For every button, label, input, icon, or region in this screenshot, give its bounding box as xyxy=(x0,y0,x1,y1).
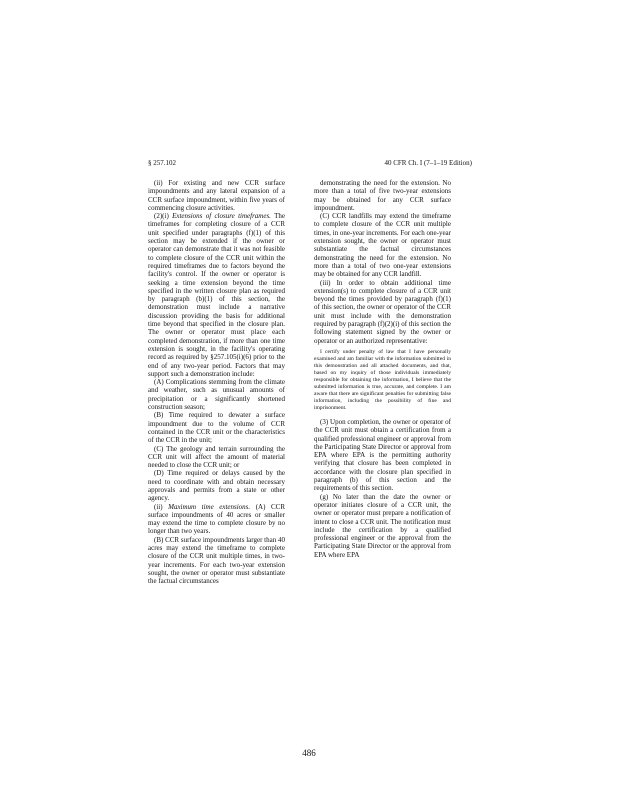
paragraph: (A) Complications stemming from the climate and weather, such as unusual amounts of precipitation or a significantly shortened construction season; xyxy=(148,378,285,412)
paragraph: (D) Time required or delays caused by the need to coordinate with and obtain necessary approvals and permits from a state or other agency. xyxy=(148,469,285,503)
running-head-section: § 257.102 xyxy=(148,159,176,167)
left-column xyxy=(148,179,285,586)
paragraph: (2)(i) Extensions of closure timeframes. The timeframes for completing closure of a CCR unit specified under paragraphs (f)(1) of this section may be extended if the owner or operator can demonstrate that it was not feasible to complete closure of the CCR unit within the required timeframes due to factors beyond the facility's control. If the owner or operator is seeking a time extension beyond the time specified in the written closure plan as required by paragraph (b)(1) of this section, the demonstration must include a narrative discussion providing the basis for additional time beyond that specified in the closure plan. The owner or operator must place each completed demonstration, if more than one time extension is sought, in the facility's operating record as required by §257.105(i)(6) prior to the end of any two-year period. Factors that may support such a demonstration include: xyxy=(148,212,285,378)
running-head-title: 40 CFR Ch. I (7–1–19 Edition) xyxy=(384,159,472,167)
paragraph: (g) No later than the date the owner or operator initiates closure of a CCR unit, the owner or operator must prepare a notification of intent to close a CCR unit. The notification must include the certification by a qualified professional engineer or the approval from the Participating State Director or the approval from EPA where EPA xyxy=(314,492,451,559)
certification-statement: I certify under penalty of law that I have personally examined and am familiar with the information submitted in this demonstration and all attached documents, and that, based on my inquiry of those individuals immediately responsible for obtaining the information, I believe that the submitted information is true, accurate, and complete. I am aware that there are significant penalties for submitting false information, including the possibility of fine and imprisonment. xyxy=(314,348,451,411)
paragraph-heading: Maximum time extensions. xyxy=(168,502,251,511)
page-number: 486 xyxy=(302,748,316,758)
paragraph-heading: Extensions of closure timeframes. xyxy=(172,212,271,221)
paragraph: demonstrating the need for the extension. No more than a total of five two-year extensions may be obtained for any CCR surface impoundment. xyxy=(314,179,451,212)
paragraph: (B) Time required to dewater a surface impoundment due to the volume of CCR contained in the CCR unit or the characteristics of the CCR in the unit; xyxy=(148,411,285,445)
paragraph: (C) CCR landfills may extend the timeframe to complete closure of the CCR unit multiple times, in one-year increments. For each one-year extension sought, the owner or operator must substantiate the factual circumstances demonstrating the need for the extension. No more than a total of two one-year extensions may be obtained for any CCR landfill. xyxy=(314,212,451,279)
paragraph: (ii) For existing and new CCR surface impoundments and any lateral expansion of a CCR surface impoundment, within five years of commencing closure activities. xyxy=(148,179,285,212)
paragraph: (C) The geology and terrain surrounding the CCR unit will affect the amount of material needed to close the CCR unit; or xyxy=(148,444,285,470)
paragraph: (B) CCR surface impoundments larger than 40 acres may extend the timeframe to complete closure of the CCR unit multiple times, in two-year increments. For each two-year extension sought, the owner or operator must substantiate the factual circumstances xyxy=(148,535,285,586)
paragraph: (ii) Maximum time extensions. (A) CCR surface impoundments of 40 acres or smaller may extend the time to complete closure by no longer than two years. xyxy=(148,502,285,536)
right-column xyxy=(314,179,451,559)
paragraph: (3) Upon completion, the owner or operator of the CCR unit must obtain a certification from a qualified professional engineer or approval from the Participating State Director or approval from EPA where EPA is the permitting authority verifying that closure has been completed in accordance with the closure plan specified in paragraph (b) of this section and the requirements of this section. xyxy=(314,417,451,493)
paragraph: (iii) In order to obtain additional time extension(s) to complete closure of a CCR unit beyond the times provided by paragraph (f)(1) of this section, the owner or operator of the CCR unit must include with the demonstration required by paragraph (f)(2)(i) of this section the following statement signed by the owner or operator or an authorized representative: xyxy=(314,278,451,345)
